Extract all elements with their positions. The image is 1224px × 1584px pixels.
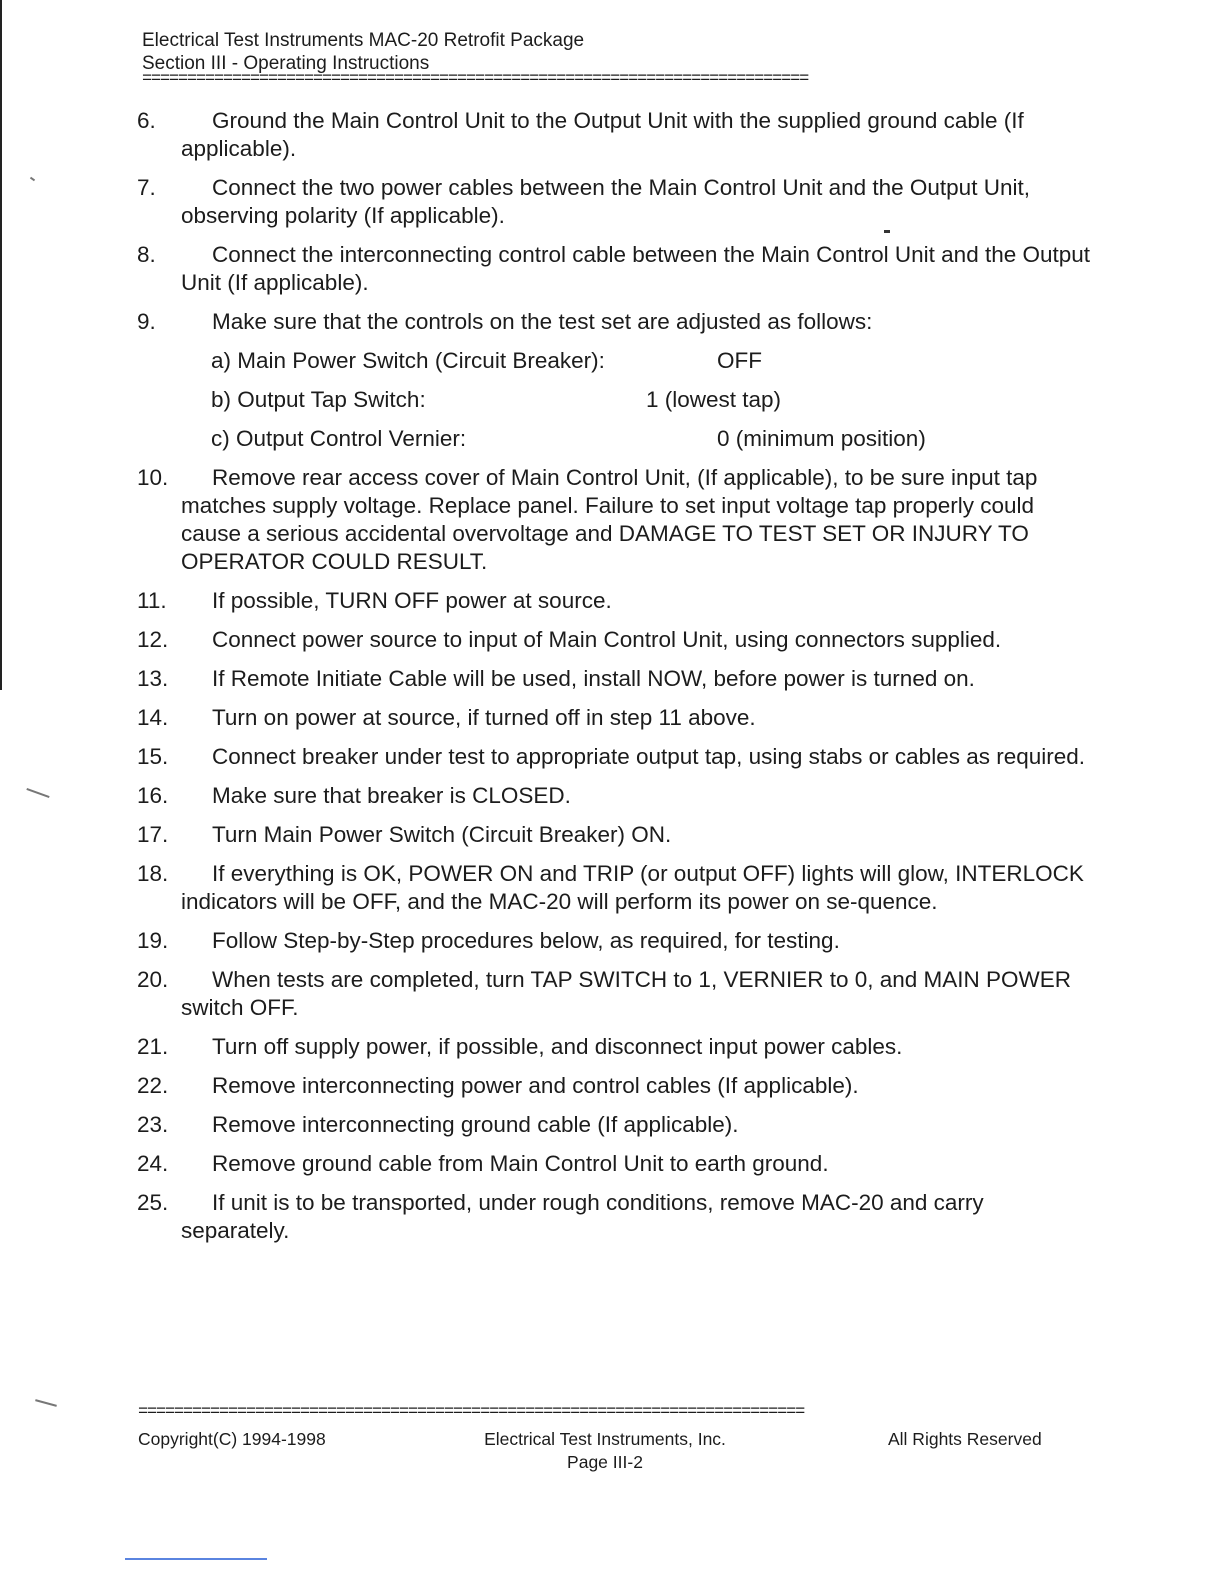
step-number: 22. <box>137 1073 169 1098</box>
setting-label: b) Output Tap Switch: <box>211 387 426 412</box>
setting-row <box>211 386 1097 414</box>
header-section: Section III - Operating Instructions <box>142 53 430 74</box>
step-number: 6. <box>137 108 156 133</box>
step-number: 9. <box>137 309 156 334</box>
setting-row <box>211 425 1097 453</box>
step-number: 16. <box>137 783 169 808</box>
step-number: 25. <box>137 1190 169 1215</box>
page-number: Page III-2 <box>567 1452 643 1472</box>
setting-value: 1 (lowest tap) <box>646 387 782 412</box>
step-number: 19. <box>137 928 169 953</box>
header-rule: ========================================================================== <box>142 74 809 86</box>
step-text: Remove interconnecting ground cable (If applicable). <box>212 1112 739 1137</box>
step-text: Connect power source to input of Main Control Unit, using connectors supplied. <box>212 627 1002 652</box>
step-number: 14. <box>137 705 169 730</box>
step-item <box>137 782 1097 810</box>
step-text: Remove rear access cover of Main Control Unit, (If applicable), to be sure input tap matches supply voltage. Replace panel. Failure to set input voltage tap properly could cause a serious accidental overvoltage and DAMAGE TO TEST SET OR INJURY TO OPERATOR COULD RESULT. <box>181 465 1038 574</box>
step-text: Follow Step-by-Step procedures below, as required, for testing. <box>212 928 840 953</box>
step-item <box>137 704 1097 732</box>
setting-value: OFF <box>717 348 762 373</box>
scan-speck <box>30 177 35 182</box>
step-item <box>137 1189 1097 1245</box>
step-text: Make sure that breaker is CLOSED. <box>212 783 571 808</box>
setting-label: c) Output Control Vernier: <box>211 426 467 451</box>
scan-speck <box>35 1399 57 1407</box>
step-number: 8. <box>137 242 156 267</box>
footer-rights <box>888 1428 1042 1451</box>
control-settings <box>211 347 1097 453</box>
step-text: Turn on power at source, if turned off in step 11 above. <box>212 705 756 730</box>
company-name: Electrical Test Instruments, Inc. <box>484 1429 726 1449</box>
step-item <box>137 927 1097 955</box>
footer-rule: ========================================================================== <box>138 1407 805 1419</box>
header-title: Electrical Test Instruments MAC-20 Retrofit Package <box>142 30 585 51</box>
step-item <box>137 107 1097 163</box>
step-item <box>137 743 1097 771</box>
step-item <box>137 821 1097 849</box>
step-text: Make sure that the controls on the test set are adjusted as follows: <box>212 309 873 334</box>
step-text: Remove interconnecting power and control cables (If applicable). <box>212 1073 859 1098</box>
step-item <box>137 665 1097 693</box>
step-item <box>137 626 1097 654</box>
step-number: 10. <box>137 465 169 490</box>
step-number: 13. <box>137 666 169 691</box>
footer-copyright <box>138 1428 326 1451</box>
step-text: If possible, TURN OFF power at source. <box>212 588 612 613</box>
footer-center <box>470 1428 740 1474</box>
step-number: 15. <box>137 744 169 769</box>
step-item <box>137 1033 1097 1061</box>
step-item <box>137 966 1097 1022</box>
step-text: Connect the two power cables between the Main Control Unit and the Output Unit, observing polarity (If applicable). <box>181 175 1030 228</box>
scan-speck <box>26 788 49 798</box>
step-item <box>137 241 1097 297</box>
step-text: If everything is OK, POWER ON and TRIP (or output OFF) lights will glow, INTERLOCK indicators will be OFF, and the MAC-20 will perform its power on se-quence. <box>181 861 1084 914</box>
step-item <box>137 587 1097 615</box>
document-header <box>142 29 584 75</box>
step-item <box>137 464 1097 576</box>
step-text: When tests are completed, turn TAP SWITCH to 1, VERNIER to 0, and MAIN POWER switch OFF. <box>181 967 1072 1020</box>
step-number: 12. <box>137 627 169 652</box>
copyright-text: Copyright(C) 1994-1998 <box>138 1429 326 1449</box>
step-text: Ground the Main Control Unit to the Output Unit with the supplied ground cable (If applicable). <box>181 108 1024 161</box>
steps-list <box>137 107 1097 1256</box>
setting-value: 0 (minimum position) <box>717 426 926 451</box>
scan-edge-mark <box>0 0 2 690</box>
step-number: 24. <box>137 1151 169 1176</box>
step-text: If Remote Initiate Cable will be used, install NOW, before power is turned on. <box>212 666 975 691</box>
setting-row <box>211 347 1097 375</box>
step-number: 18. <box>137 861 169 886</box>
step-item <box>137 174 1097 230</box>
step-item <box>137 1072 1097 1100</box>
step-text: Connect the interconnecting control cable between the Main Control Unit and the Output Unit (If applicable). <box>181 242 1091 295</box>
step-text: Turn off supply power, if possible, and disconnect input power cables. <box>212 1034 903 1059</box>
step-text: If unit is to be transported, under rough conditions, remove MAC-20 and carry separately. <box>181 1190 984 1243</box>
step-number: 21. <box>137 1034 169 1059</box>
step-text: Remove ground cable from Main Control Unit to earth ground. <box>212 1151 829 1176</box>
step-number: 23. <box>137 1112 169 1137</box>
step-item <box>137 308 1097 336</box>
step-text: Turn Main Power Switch (Circuit Breaker) ON. <box>212 822 672 847</box>
rights-text: All Rights Reserved <box>888 1429 1042 1449</box>
step-number: 7. <box>137 175 156 200</box>
step-number: 17. <box>137 822 169 847</box>
setting-label: a) Main Power Switch (Circuit Breaker): <box>211 348 605 373</box>
step-item <box>137 1150 1097 1178</box>
step-number: 11. <box>137 588 167 613</box>
step-text: Connect breaker under test to appropriate output tap, using stabs or cables as required. <box>212 744 1086 769</box>
step-item <box>137 1111 1097 1139</box>
scan-blue-mark <box>125 1558 267 1560</box>
step-item <box>137 860 1097 916</box>
step-number: 20. <box>137 967 169 992</box>
